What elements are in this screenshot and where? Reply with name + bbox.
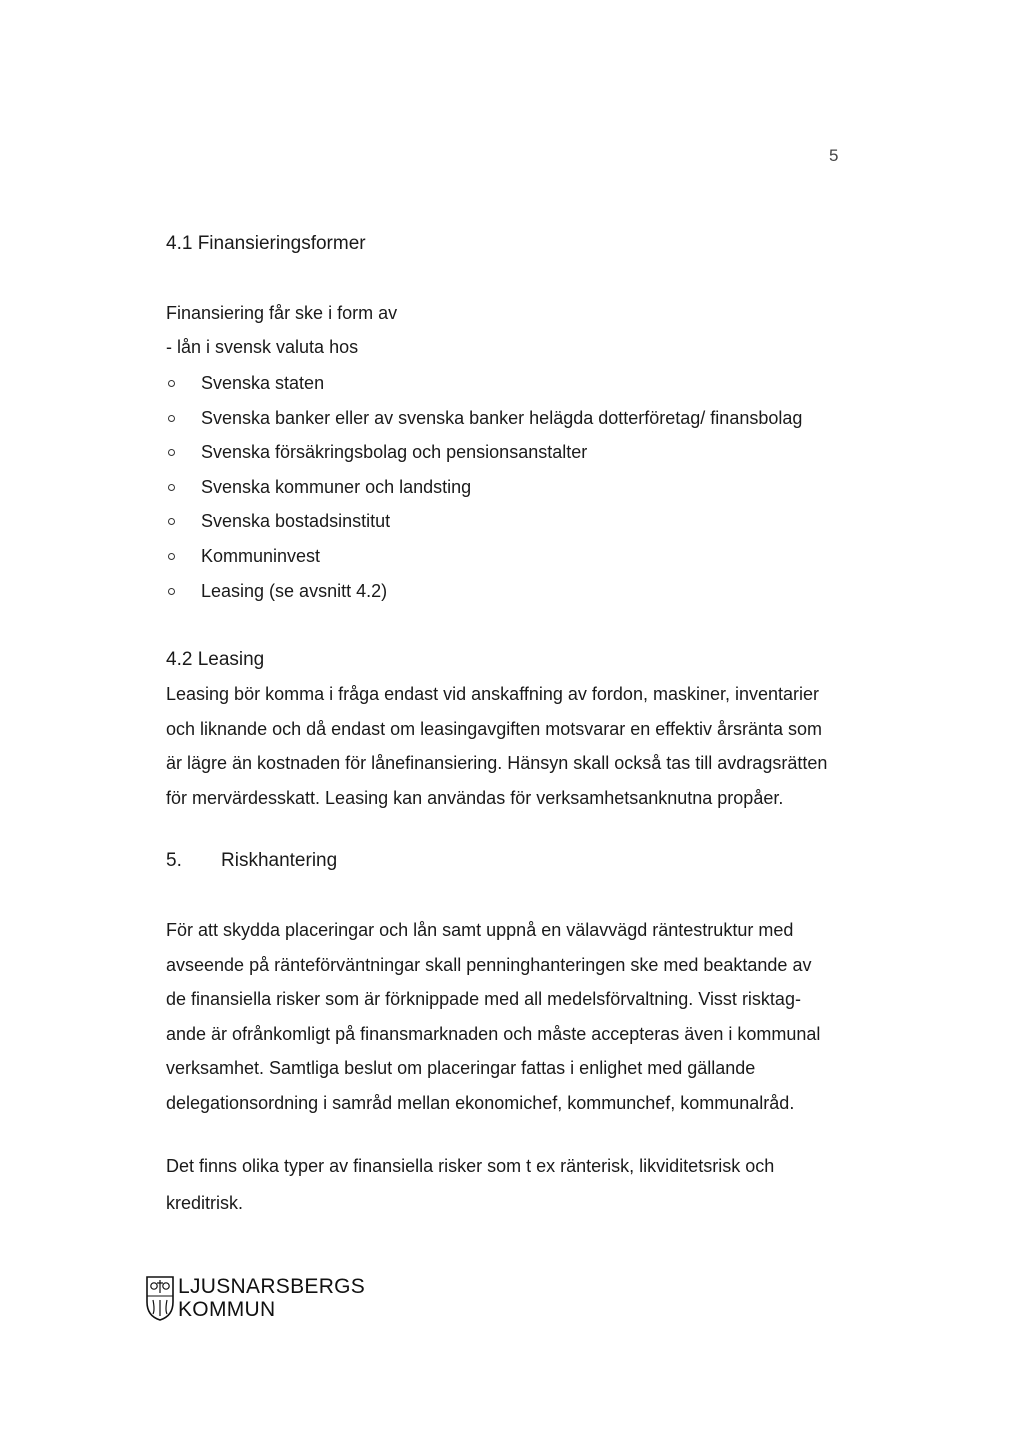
municipality-logo [145,1274,365,1322]
section-sub-intro: - lån i svensk valuta hos [166,337,359,357]
leasing-paragraph [166,677,856,815]
logo-line-2: KOMMUN [178,1298,276,1321]
section-intro: Finansiering får ske i form av [166,303,398,323]
section-heading-4-2: 4.2 Leasing [166,649,265,670]
list-item [166,366,802,401]
municipal-coat-of-arms-icon [145,1274,175,1322]
list-item-label: Svenska kommuner och landsting [201,476,472,497]
list-item-label: Svenska försäkringsbolag och pensionsanstalter [201,442,588,463]
paragraph-line: För att skydda placeringar och lån samt uppnå en välavvägd räntestruktur med [166,920,794,940]
paragraph-line: ande är ofrånkomligt på finansmarknaden och måste accepteras även i kommunal [166,1023,821,1044]
paragraph-line: verksamhet. Samtliga beslut om placeringar fattas i enlighet med gällande [166,1058,756,1079]
page-number: 5 [829,146,839,165]
paragraph-line: och liknande och då endast om leasingavgiften motsvarar en effektiv årsränta som [166,718,823,739]
list-item-label: Kommuninvest [201,545,321,566]
bullet-icon [168,415,175,422]
list-item [166,574,802,609]
section-title-5: Riskhantering [221,850,338,871]
paragraph-line: avseende på ränteförväntningar skall penninghanteringen ske med beaktande av [166,954,812,975]
list-item-label: Leasing (se avsnitt 4.2) [201,580,388,601]
bullet-icon [168,518,175,525]
section-heading-4-1: 4.1 Finansieringsformer [166,233,366,254]
list-item [166,435,802,470]
paragraph-line: är lägre än kostnaden för lånefinansiering. Hänsyn skall också tas till avdragsrätten [166,753,828,773]
risk-types-paragraph [166,1148,856,1222]
list-item [166,539,802,574]
bullet-icon [168,484,175,491]
list-item [166,470,802,505]
bullet-icon [168,588,175,595]
list-item [166,401,802,436]
list-item [166,504,802,539]
logo-line-1: LJUSNARSBERGS [178,1275,366,1298]
paragraph-line: Det finns olika typer av finansiella risker som t ex ränterisk, likviditetsrisk och [166,1156,775,1176]
section-number-5: 5. [166,850,182,871]
paragraph-line: kreditrisk. [166,1193,244,1213]
bullet-icon [168,449,175,456]
paragraph-line: de finansiella risker som är förknippade med all medelsförvaltning. Visst risktag- [166,989,801,1010]
bullet-icon [168,380,175,387]
paragraph-line: delegationsordning i samråd mellan ekonomichef, kommunchef, kommunalråd. [166,1092,795,1113]
list-item-label: Svenska banker eller av svenska banker helägda dotterföretag/ finansbolag [201,407,803,428]
list-item-label: Svenska bostadsinstitut [201,511,391,532]
logo-text [178,1275,365,1321]
financing-sources-list [166,366,802,608]
list-item-label: Svenska staten [201,373,325,393]
paragraph-line: för mervärdesskatt. Leasing kan användas för verksamhetsanknutna propåer. [166,787,784,808]
paragraph-line: Leasing bör komma i fråga endast vid anskaffning av fordon, maskiner, inventarier [166,684,820,704]
risk-paragraph [166,913,856,1121]
bullet-icon [168,553,175,560]
